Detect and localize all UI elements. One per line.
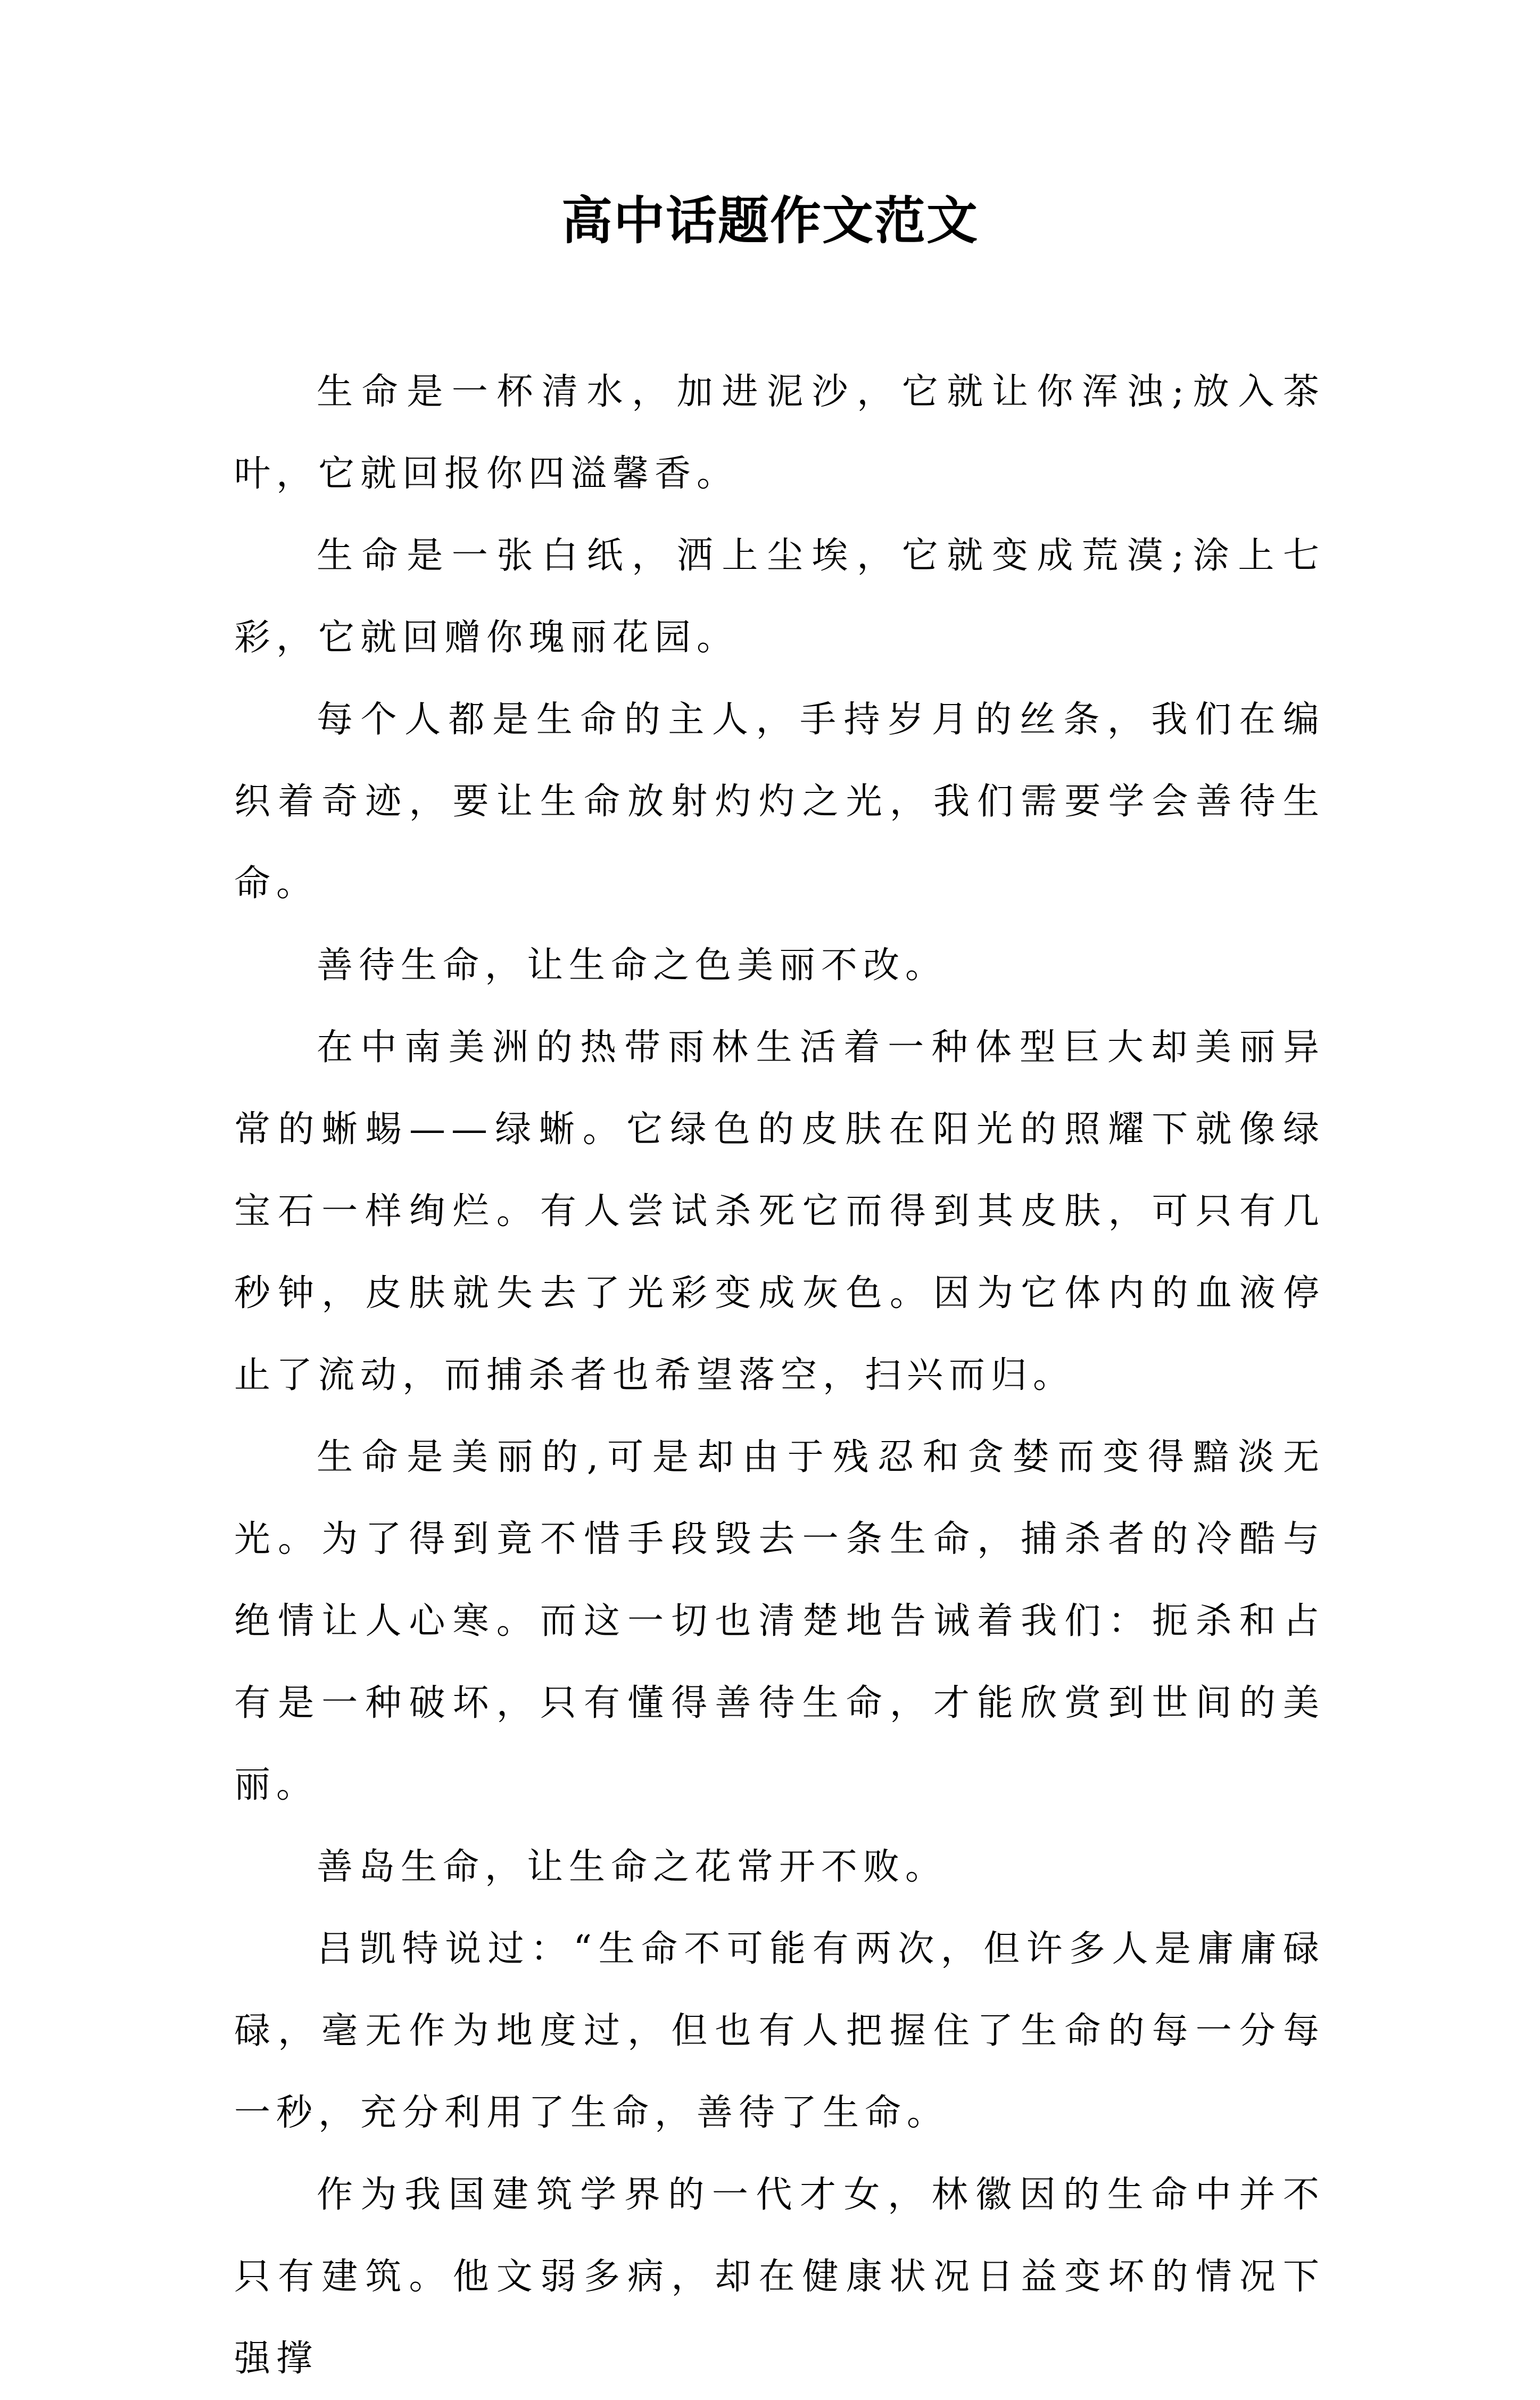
document-title: 高中话题作文范文	[561, 191, 979, 251]
paragraph: 在中南美洲的热带雨林生活着一种体型巨大却美丽异常的蜥蜴——绿蜥。它绿色的皮肤在阳光的照耀下就像绿宝石一样绚烂。有人尝试杀死它而得到其皮肤，可只有几秒钟，皮肤就失去了光彩变成灰色。因为它体内的血液停止了流动，而捕杀者也希望落空，扫兴而归。	[234, 1027, 1325, 1396]
paragraph: 作为我国建筑学界的一代才女，林徽因的生命中并不只有建筑。他文弱多病，却在健康状况日益变坏的情况下强撑	[234, 2174, 1325, 2380]
paragraph: 每个人都是生命的主人，手持岁月的丝条，我们在编织着奇迹，要让生命放射灼灼之光，我们需要学会善待生命。	[234, 699, 1325, 905]
paragraph: 生命是美丽的,可是却由于残忍和贪婪而变得黯淡无光。为了得到竟不惜手段毁去一条生命，捕杀者的冷酷与绝情让人心寒。而这一切也清楚地告诫着我们：扼杀和占有是一种破坏，只有懂得善待生命，才能欣赏到世间的美丽。	[234, 1436, 1325, 1806]
paragraph: 善岛生命，让生命之花常开不败。	[317, 1846, 948, 1888]
paragraph: 生命是一张白纸，洒上尘埃，它就变成荒漠;涂上七彩，它就回赠你瑰丽花园。	[234, 535, 1325, 659]
document-body	[234, 351, 1325, 2400]
paragraph: 吕凯特说过：“生命不可能有两次，但许多人是庸庸碌碌，毫无作为地度过，但也有人把握住了生命的每一分每一秒，充分利用了生命，善待了生命。	[234, 1928, 1325, 2134]
paragraph: 善待生命，让生命之色美丽不改。	[317, 945, 948, 987]
paragraph: 生命是一杯清水，加进泥沙，它就让你浑浊;放入茶叶，它就回报你四溢馨香。	[234, 371, 1325, 495]
